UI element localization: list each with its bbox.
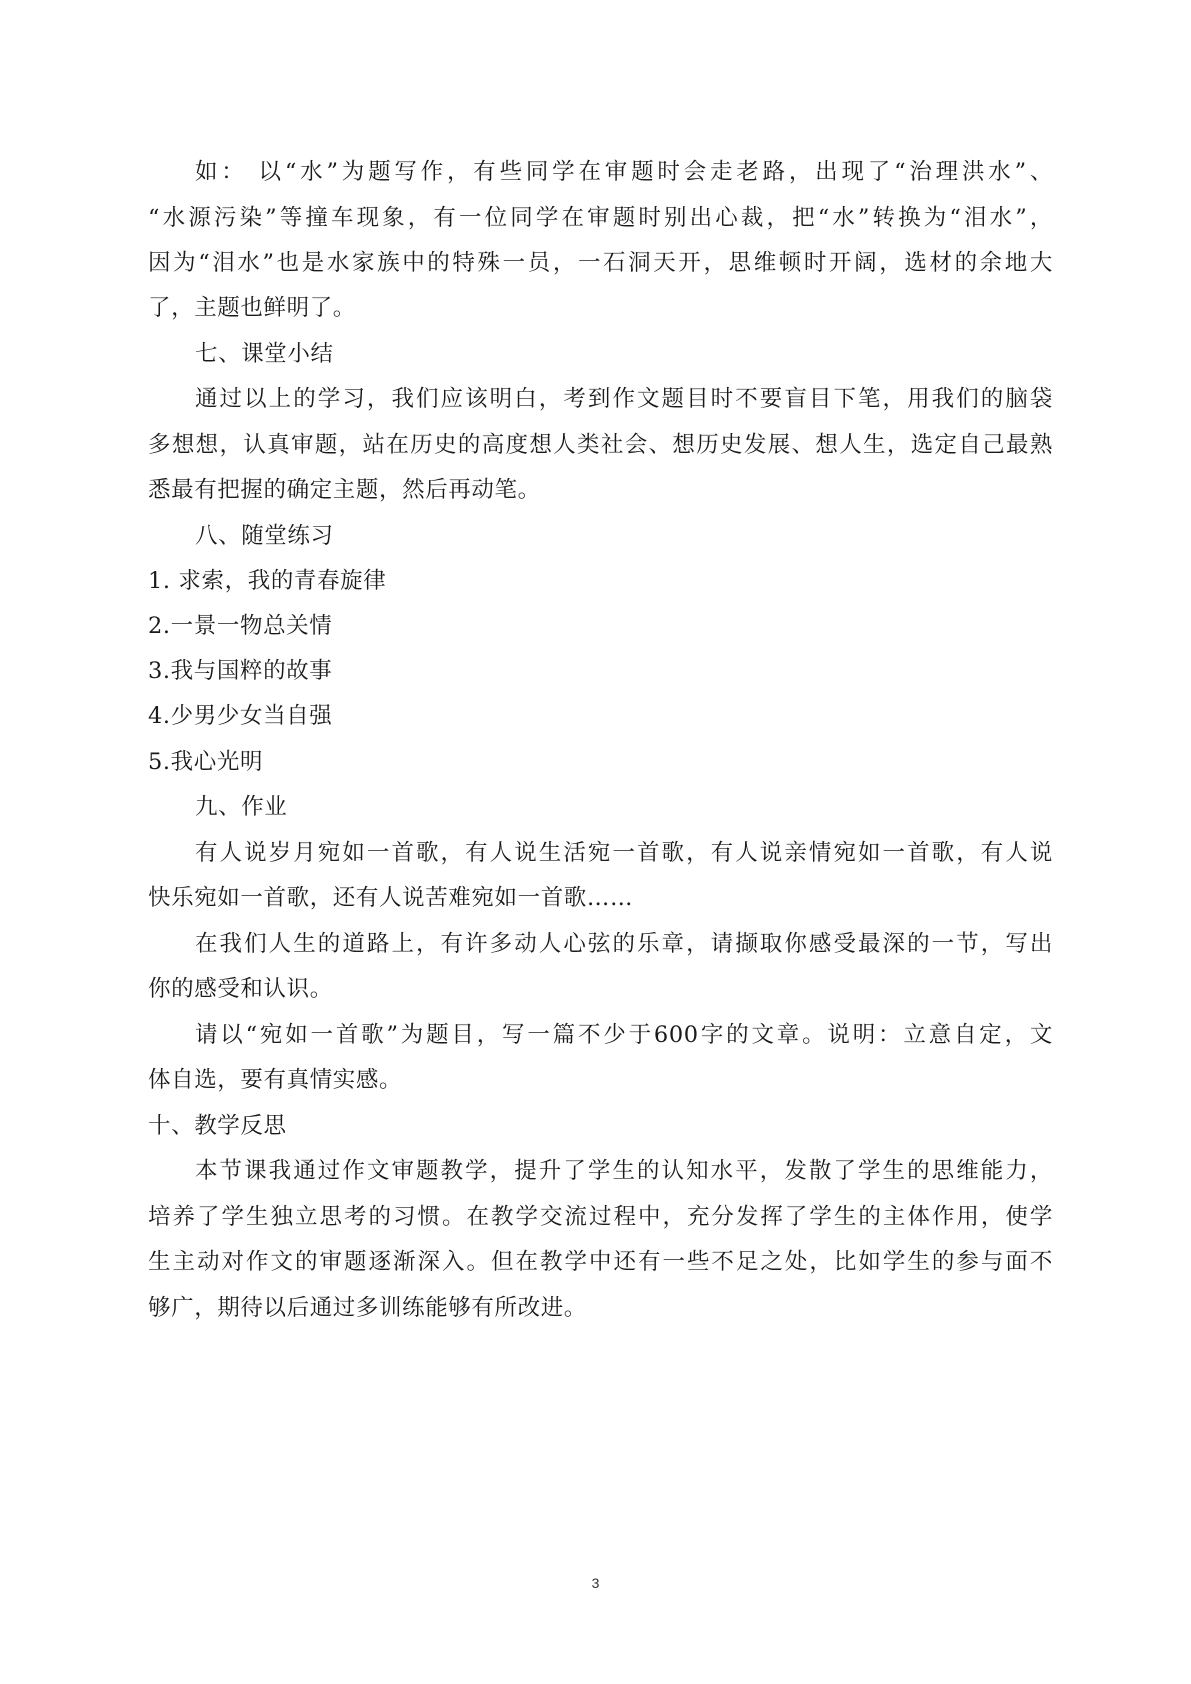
- list-item: 1. 求索，我的青春旋律: [148, 568, 387, 594]
- paragraph-line: 培养了学生独立思考的习惯。在教学交流过程中，充分发挥了学生的主体作用，使学: [148, 1204, 1053, 1230]
- paragraph-line: 有人说岁月宛如一首歌，有人说生活宛一首歌，有人说亲情宛如一首歌，有人说: [195, 840, 1053, 866]
- list-item: 5.我心光明: [148, 749, 264, 775]
- paragraph-line: 快乐宛如一首歌，还有人说苦难宛如一首歌……: [148, 885, 634, 911]
- paragraph-line: 在我们人生的道路上，有许多动人心弦的乐章，请撷取你感受最深的一节，写出: [195, 931, 1053, 957]
- section-heading: 七、课堂小结: [195, 341, 334, 367]
- list-item: 4.少男少女当自强: [148, 703, 333, 729]
- paragraph-line: 够广，期待以后通过多训练能够有所改进。: [148, 1295, 587, 1321]
- section-heading: 十、教学反思: [148, 1113, 287, 1139]
- paragraph-line: 生主动对作文的审题逐渐深入。但在教学中还有一些不足之处，比如学生的参与面不: [148, 1249, 1053, 1275]
- paragraph-line: 悉最有把握的确定主题，然后再动笔。: [148, 477, 541, 503]
- paragraph-line: 多想想，认真审题，站在历史的高度想人类社会、想历史发展、想人生，选定自己最熟: [148, 432, 1053, 458]
- list-item: 2.一景一物总关情: [148, 613, 333, 639]
- paragraph-line: 如： 以“水”为题写作，有些同学在审题时会走老路，出现了“治理洪水”、: [195, 159, 1053, 185]
- paragraph-line: 你的感受和认识。: [148, 976, 333, 1002]
- paragraph-line: “水源污染”等撞车现象，有一位同学在审题时别出心裁，把“水”转换为“泪水”，: [148, 205, 1053, 231]
- paragraph-line: 了，主题也鲜明了。: [148, 295, 356, 321]
- paragraph-line: 本节课我通过作文审题教学，提升了学生的认知水平，发散了学生的思维能力，: [195, 1158, 1053, 1184]
- section-heading: 九、作业: [195, 794, 288, 820]
- list-item: 3.我与国粹的故事: [148, 658, 333, 684]
- paragraph-line: 因为“泪水”也是水家族中的特殊一员，一石洞天开，思维顿时开阔，选材的余地大: [148, 250, 1053, 276]
- paragraph-line: 通过以上的学习，我们应该明白，考到作文题目时不要盲目下笔，用我们的脑袋: [195, 386, 1053, 412]
- paragraph-line: 体自选，要有真情实感。: [148, 1067, 403, 1093]
- section-heading: 八、随堂练习: [195, 523, 334, 549]
- paragraph-line: 请以“宛如一首歌”为题目，写一篇不少于600字的文章。说明：立意自定，文: [195, 1022, 1053, 1048]
- page-number: 3: [591, 1575, 600, 1591]
